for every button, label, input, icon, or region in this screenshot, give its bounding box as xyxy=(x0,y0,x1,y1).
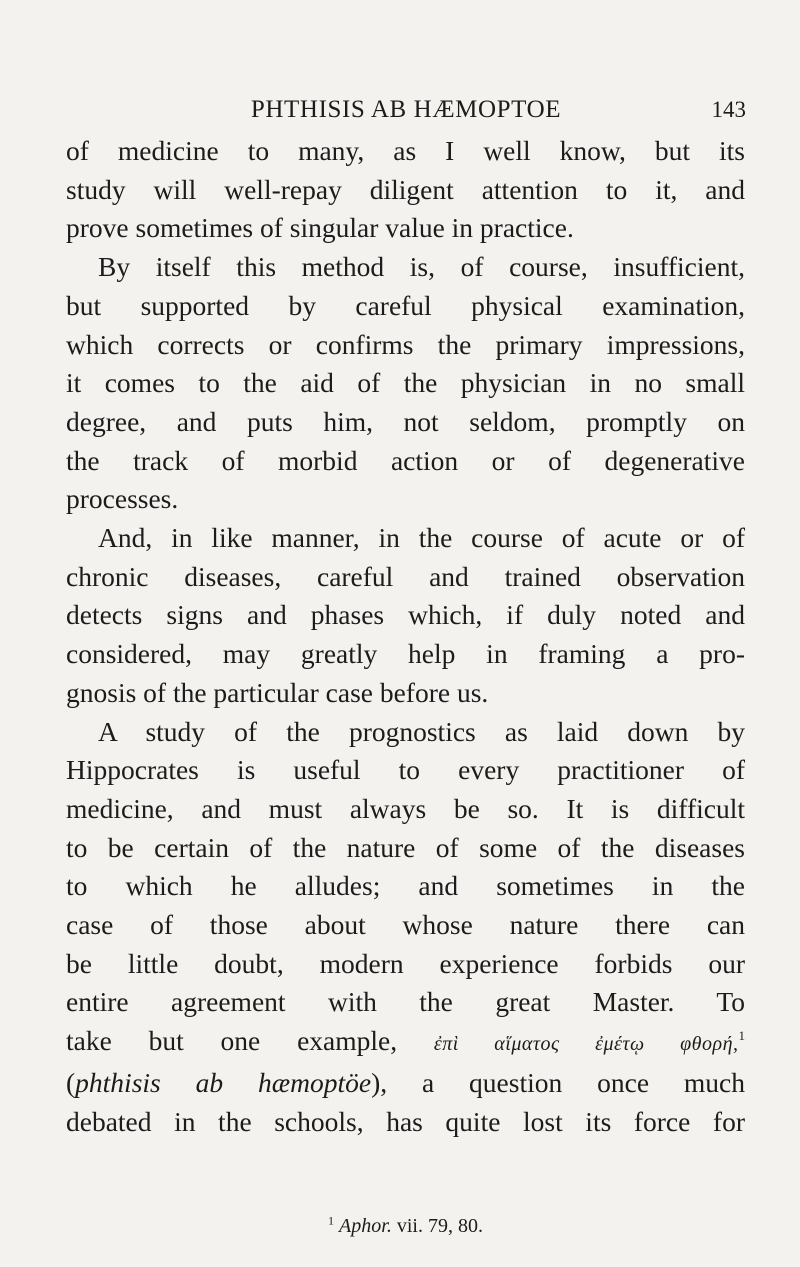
body-text xyxy=(66,132,745,1141)
text-line: study will well-repay diligent attention to it, and xyxy=(66,173,745,205)
text-line-greek-quote xyxy=(66,1022,745,1064)
running-title: PHTHISIS AB HÆMOPTOE xyxy=(250,96,562,123)
text-line: to which he alludes; and sometimes in the xyxy=(66,870,745,902)
page-number: 143 xyxy=(711,97,746,122)
footnote-mark: 1 xyxy=(738,1028,746,1044)
text-line: chronic diseases, careful and trained observation xyxy=(66,560,745,592)
text-line: processes. xyxy=(66,483,179,515)
text-line: medicine, and must always be so. It is difficult xyxy=(66,792,745,824)
greek-quote: ἐπὶ αἵματος ἐμέτῳ φθορή, xyxy=(433,1033,739,1056)
footnote-text: vii. 79, 80. xyxy=(396,1215,483,1237)
text-line: the track of morbid action or of degenerative xyxy=(66,444,745,476)
text-line: debated in the schools, has quite lost its force for xyxy=(66,1105,745,1137)
footnote xyxy=(66,1211,745,1241)
text-line: case of those about whose nature there can xyxy=(66,909,745,941)
text-line: considered, may greatly help in framing a pro- xyxy=(66,638,745,670)
text-line: A study of the prognostics as laid down by xyxy=(98,715,745,747)
text-line: which corrects or confirms the primary impressions, xyxy=(66,328,745,360)
text-line: By itself this method is, of course, insufficient, xyxy=(98,251,745,283)
line-text: take but one example, xyxy=(66,1025,398,1057)
text-line: to be certain of the nature of some of the diseases xyxy=(66,831,745,863)
text-line: entire agreement with the great Master. To xyxy=(66,986,745,1018)
footnote-number: 1 xyxy=(328,1213,335,1228)
text-line: be little doubt, modern experience forbids our xyxy=(66,947,745,979)
text-line: degree, and puts him, not seldom, promptly on xyxy=(66,405,745,437)
text-line: Hippocrates is useful to every practitioner of xyxy=(66,754,745,786)
text-line: but supported by careful physical examination, xyxy=(66,289,745,321)
latin-phrase: phthisis ab hæmoptöe xyxy=(75,1066,372,1098)
line-text: ), a question once much xyxy=(371,1066,746,1098)
text-line: detects signs and phases which, if duly noted and xyxy=(66,599,745,631)
text-line: it comes to the aid of the physician in no small xyxy=(66,367,745,399)
text-line-latin xyxy=(66,1064,745,1103)
text-line: prove sometimes of singular value in practice. xyxy=(66,212,574,244)
open-paren: ( xyxy=(66,1066,76,1098)
text-line: of medicine to many, as I well know, but its xyxy=(66,135,745,166)
page-header xyxy=(66,92,746,128)
text-line: gnosis of the particular case before us. xyxy=(66,676,489,708)
footnote-ref: Aphor. xyxy=(339,1215,392,1237)
text-line: And, in like manner, in the course of acute or of xyxy=(98,522,745,554)
